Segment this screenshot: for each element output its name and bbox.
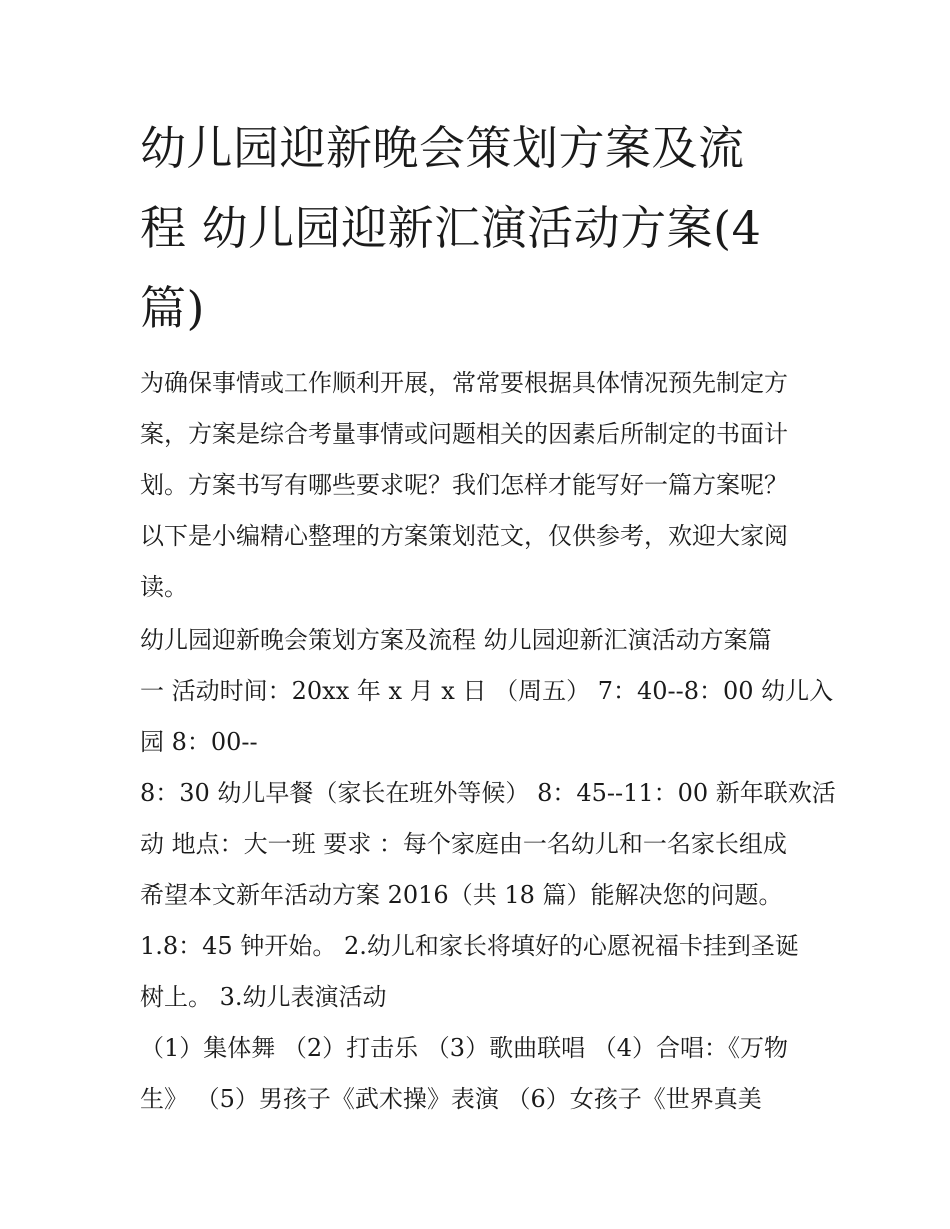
text-line: 划。方案书写有哪些要求呢？我们怎样才能写好一篇方案呢？	[140, 471, 788, 499]
text-line: 8：30 幼儿早餐（家长在班外等候） 8：45--11：00 新年联欢活	[140, 779, 836, 807]
text-line: 生》 （5）男孩子《武术操》表演 （6）女孩子《世界真美	[140, 1085, 762, 1113]
text-line: 为确保事情或工作顺利开展，常常要根据具体情况预先制定方	[140, 369, 788, 397]
text-line: 一 活动时间：20xx 年 x 月 x 日 （周五） 7：40--8：00 幼儿入	[140, 677, 834, 705]
section-paragraph	[140, 615, 836, 1125]
document-page	[140, 108, 836, 1125]
text-line: 树上。 3.幼儿表演活动	[140, 983, 387, 1011]
text-line: 1.8：45 钟开始。 2.幼儿和家长将填好的心愿祝福卡挂到圣诞	[140, 932, 799, 960]
title-line: 篇)	[140, 281, 205, 335]
text-line: 幼儿园迎新晚会策划方案及流程 幼儿园迎新汇演活动方案篇	[140, 626, 772, 654]
text-line: 希望本文新年活动方案 2016（共 18 篇）能解决您的问题。	[140, 881, 783, 909]
text-line: 以下是小编精心整理的方案策划范文，仅供参考，欢迎大家阅	[140, 522, 788, 550]
document-title	[140, 108, 820, 348]
title-line: 程 幼儿园迎新汇演活动方案(4	[140, 201, 762, 255]
text-line: （1）集体舞 （2）打击乐 （3）歌曲联唱 （4）合唱：《万物	[140, 1034, 788, 1062]
text-line: 园 8：00--	[140, 728, 258, 756]
text-line: 动 地点：大一班 要求 ：每个家庭由一名幼儿和一名家长组成	[140, 830, 787, 858]
text-line: 案，方案是综合考量事情或问题相关的因素后所制定的书面计	[140, 420, 788, 448]
title-line: 幼儿园迎新晚会策划方案及流	[140, 121, 745, 175]
intro-paragraph	[140, 358, 820, 613]
text-line: 读。	[140, 573, 188, 601]
